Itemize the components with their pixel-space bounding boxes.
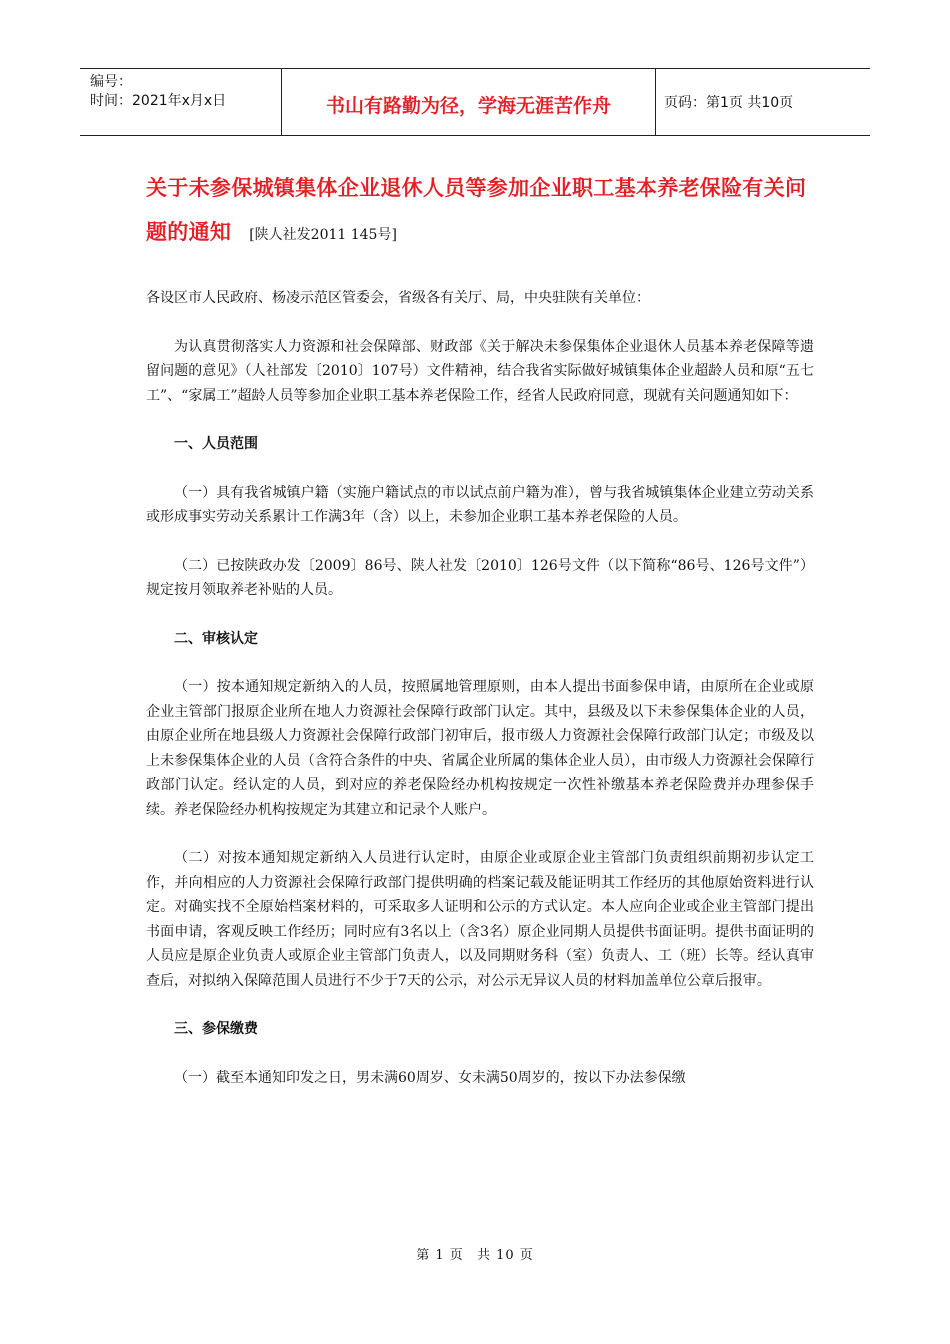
paragraph: （一）具有我省城镇户籍（实施户籍试点的市以试点前户籍为准），曾与我省城镇集体企业建立劳动关系或形成事实劳动关系累计工作满3年（含）以上，未参加企业职工基本养老保险的人员。 [146,484,814,525]
footer-page-number: 第 1 页 [416,1248,464,1263]
document-body [146,286,814,1114]
intro-paragraph: 为认真贯彻落实人力资源和社会保障部、财政部《关于解决未参保集体企业退休人员基本养老保障等遗留问题的意见》（人社部发〔2010〕107号）文件精神，结合我省实际做好城镇集体企业超龄人员和原“五七工”、“家属工”超龄人员等参加企业职工基本养老保险工作，经省人民政府同意，现就有关问题通知如下： [146,338,814,404]
document-title: 关于未参保城镇集体企业退休人员等参加企业职工基本养老保险有关问题的通知 [146,176,807,244]
paragraph: （二）已按陕政办发〔2009〕86号、陕人社发〔2010〕126号文件（以下简称“86号、126号文件”）规定按月领取养老补贴的人员。 [146,557,814,598]
footer-page-total: 共 10 页 [476,1248,534,1263]
salutation: 各设区市人民政府、杨凌示范区管委会，省级各有关厅、局，中央驻陕有关单位： [146,290,650,306]
document-number: [陕人社发2011 145号] [249,227,397,243]
header-meta-cell [80,69,282,135]
paragraph: （一）截至本通知印发之日，男未满60周岁、女未满50周岁的，按以下办法参保缴 [174,1069,686,1086]
section-heading: 三、参保缴费 [174,1021,258,1037]
header-page-label: 页码：第1页 共10页 [664,95,794,111]
paragraph: （二）对按本通知规定新纳入人员进行认定时，由原企业或原企业主管部门负责组织前期初步认定工作，并向相应的人力资源社会保障行政部门提供明确的档案记载及能证明其工作经历的其他原始资料进行认定。对确实找不全原始档案材料的，可采取多人证明和公示的方式认定。本人应向企业或企业主管部门提出书面申请，客观反映工作经历；同时应有3名以上（含3名）原企业同期人员提供书面证明。提供书面证明的人员应是原企业负责人或原企业主管部门负责人，以及同期财务科（室）负责人、工（班）长等。经认真审查后，对拟纳入保障范围人员进行不少于7天的公示，对公示无异议人员的材料加盖单位公章后报审。 [146,850,814,989]
time-label: 时间：2021年x月x日 [90,93,227,109]
document-header [80,68,870,136]
page-footer [0,1244,950,1263]
section-heading: 一、人员范围 [174,436,258,452]
paragraph: （一）按本通知规定新纳入的人员，按照属地管理原则，由本人提出书面参保申请，由原所在企业或原企业主管部门报原企业所在地人力资源社会保障行政部门认定。其中，县级及以下未参保集体企业的人员，由原企业所在地县级人力资源社会保障行政部门初审后，报市级人力资源社会保障行政部门认定；市级及以上未参保集体企业的人员（含符合条件的中央、省属企业所属的集体企业人员），由市级人力资源社会保障行政部门认定。经认定的人员，到对应的养老保险经办机构按规定一次性补缴基本养老保险费并办理参保手续。养老保险经办机构按规定为其建立和记录个人账户。 [146,679,814,818]
section-heading: 二、审核认定 [174,630,258,647]
header-motto: 书山有路勤为径，学海无涯苦作舟 [282,69,656,135]
document-title-block [146,166,826,257]
number-label: 编号： [90,74,132,90]
